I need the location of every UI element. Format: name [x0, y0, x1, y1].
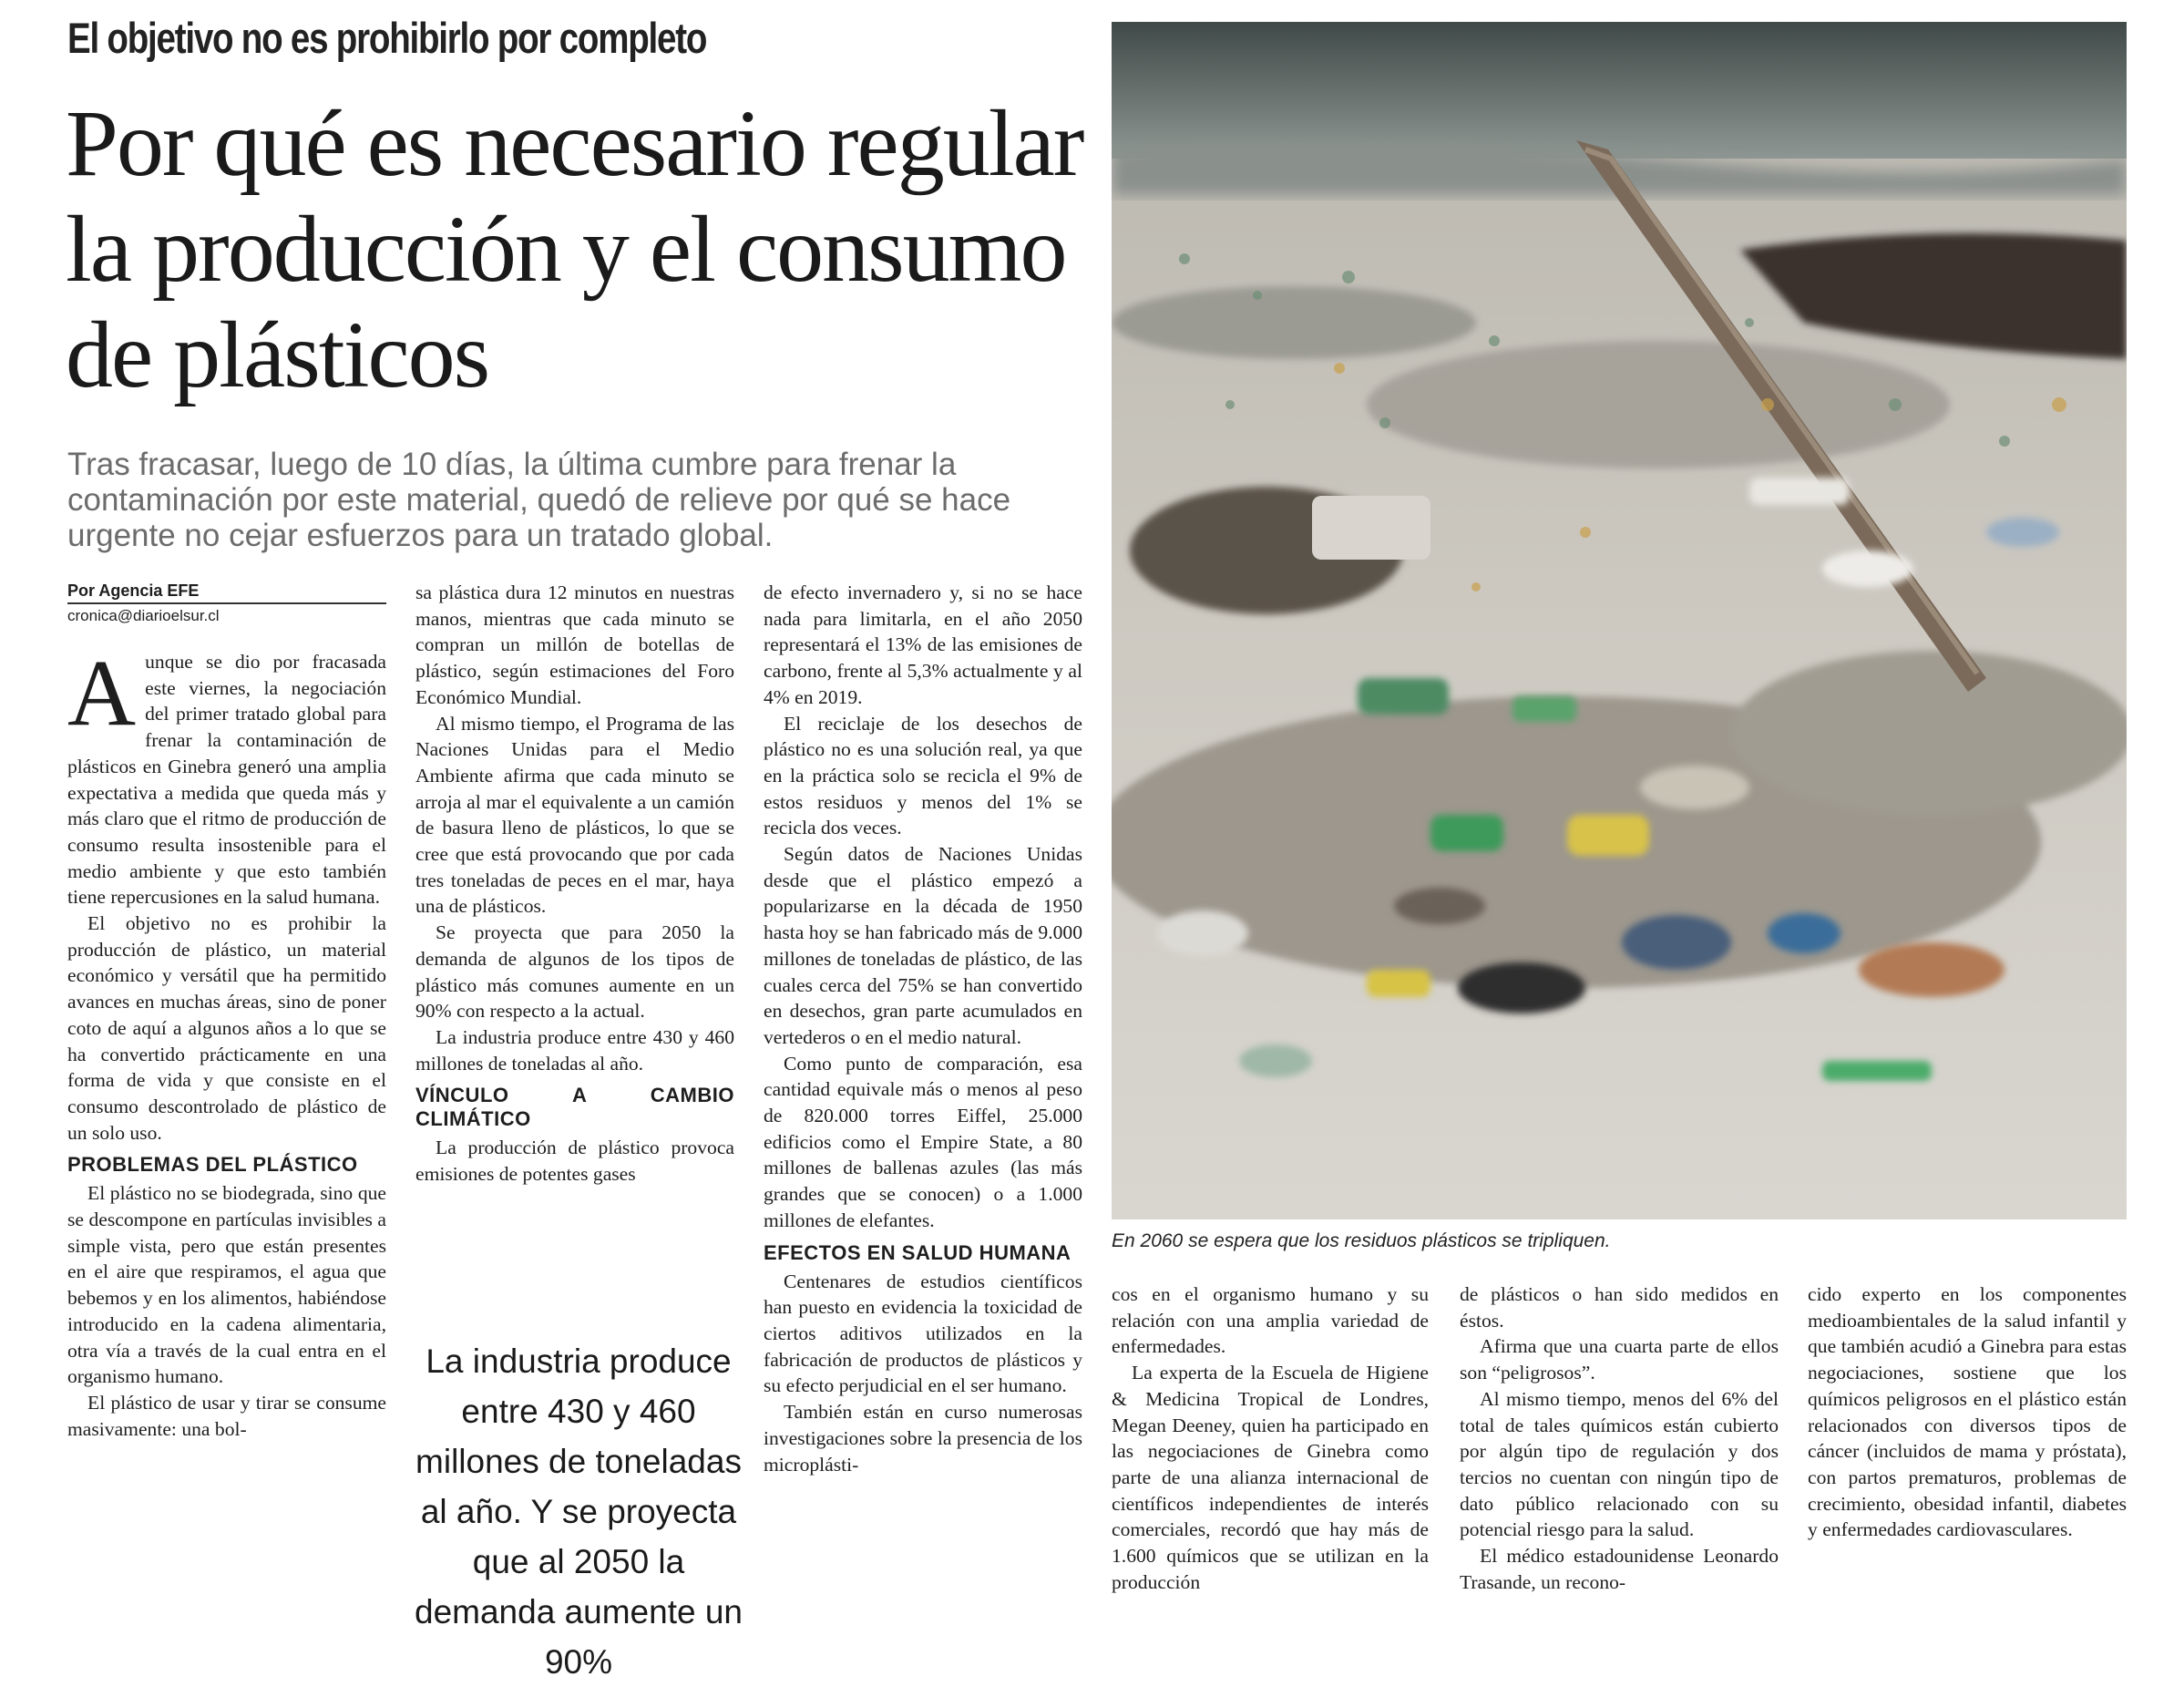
- article-column-1: [67, 641, 386, 1442]
- paragraph: cos en el organismo humano y su relación con una amplia variedad de enfermedades.: [1112, 1283, 1429, 1358]
- paragraph: Como punto de comparación, esa cantidad equivale más o menos al peso de 820.000 torres Eiffel, 25.000 edificios como el Empire State, a 80 millones de ballenas azules (las más grandes que se conocen) o a 1.000 millones de elefantes.: [764, 1052, 1082, 1231]
- paragraph: Según datos de Naciones Unidas desde que el plástico empezó a popularizarse en la década de 1950 hasta hoy se han fabricado más de 9.000 millones de toneladas de plástico, de las cuales cerca del 75% se han convertido en desechos, gran parte acumulados en vertederos o en el medio natural.: [764, 843, 1082, 1048]
- pull-quote: La industria produce entre 430 y 460 millones de toneladas al año. Y se proyecta que al 2050 la demanda aumente un 90%: [415, 1342, 743, 1681]
- section-heading: VÍNCULO A CAMBIO CLIMÁTICO: [415, 1084, 734, 1131]
- paragraph: La industria produce entre 430 y 460 millones de toneladas al año.: [415, 1025, 734, 1075]
- article-deck: Tras fracasar, luego de 10 días, la última cumbre para frenar la contaminación por este material, quedó de relieve por qué se hace urgente no cejar esfuerzos para un tratado global.: [67, 447, 1011, 553]
- paragraph: El reciclaje de los desechos de plástico no es una solución real, ya que en la práctica solo se recicla el 9% de estos residuos y menos del 1% se recicla dos veces.: [764, 712, 1082, 839]
- paragraph: El objetivo no es prohibir la producción de plástico, un material económico y versátil que ha permitido avances en muchas áreas, sino de poner coto de aquí a algunos años a lo que se ha convertido prácticamente en una forma de vida y que consiste en el consumo descontrolado de plástico de un solo uso.: [67, 912, 386, 1144]
- photo-caption: En 2060 se espera que los residuos plásticos se tripliquen.: [1112, 1230, 1611, 1251]
- article-column-4: [1112, 1281, 1429, 1595]
- article-column-3: [764, 580, 1082, 1477]
- paragraph: Al mismo tiempo, menos del 6% del total de tales químicos están cubierto por algún tipo de regulación y dos tercios no cuentan con ningún tipo de dato público relacionado con su potencial riesgo para la salud.: [1460, 1387, 1779, 1541]
- paragraph: sa plástica dura 12 minutos en nuestras manos, mientras que cada minuto se compran un millón de botellas de plástico, según estimaciones del Foro Económico Mundial.: [415, 581, 734, 708]
- paragraph: Se proyecta que para 2050 la demanda de algunos de los tipos de plástico más comunes aumente en un 90% con respecto a la actual.: [415, 921, 734, 1023]
- paragraph: La experta de la Escuela de Higiene & Medicina Tropical de Londres, Megan Deeney, quien ha participado en las negociaciones de Ginebra como parte de una alianza internacional de científicos independientes de interés comerciales, recordó que hay más de 1.600 químicos que se utilizan en la producción: [1112, 1362, 1429, 1593]
- article-headline: Por qué es necesario regular la producción y el consumo de plásticos: [66, 91, 1083, 407]
- article-kicker: El objetivo no es prohibirlo por completo: [67, 14, 707, 62]
- beach-plastic-photo: [1112, 22, 2127, 1219]
- section-heading: PROBLEMAS DEL PLÁSTICO: [67, 1153, 358, 1177]
- paragraph: La producción de plástico provoca emisiones de potentes gases: [415, 1137, 734, 1186]
- article-column-5: [1460, 1281, 1779, 1595]
- paragraph: Afirma que una cuarta parte de ellos son “peligrosos”.: [1460, 1335, 1779, 1384]
- byline: Por Agencia EFE: [67, 581, 386, 604]
- author-email: cronica@diarioelsur.cl: [67, 607, 220, 624]
- drop-cap: A: [67, 641, 137, 746]
- paragraph: El plástico de usar y tirar se consume masivamente: una bol-: [67, 1391, 386, 1440]
- section-heading: EFECTOS EN SALUD HUMANA: [764, 1240, 1071, 1264]
- photo-illustration: [1112, 22, 2127, 1219]
- paragraph: de plásticos o han sido medidos en éstos.: [1460, 1283, 1779, 1332]
- paragraph: Al mismo tiempo, el Programa de las Naciones Unidas para el Medio Ambiente afirma que cada minuto se arroja al mar el equivalente a un camión de basura lleno de plásticos, lo que se cree que está provocando que por cada tres toneladas de peces en el mar, haya una de plásticos.: [415, 712, 734, 918]
- paragraph: Aunque se dio por fracasada este viernes, la negociación del primer tratado global para frenar la contaminación de plásticos en Ginebra generó una amplia expectativa a medida que queda más y más claro que el ritmo de producción de consumo resulta insostenible para el medio ambiente y que esto también tiene repercusiones en la salud humana.: [67, 641, 386, 909]
- paragraph: El plástico no se biodegrada, sino que se descompone en partículas invisibles a simple vista, pero que están presentes en el aire que respiramos, el agua que bebemos y en los alimentos, habiéndose introducido en la cadena alimentaria, otra vía a través de la cual entra en el organismo humano.: [67, 1182, 386, 1388]
- paragraph: También están en curso numerosas investigaciones sobre la presencia de los microplásti-: [764, 1401, 1082, 1476]
- paragraph: cido experto en los componentes medioambientales de la salud infantil y que también acudió a Ginebra para estas negociaciones, sostiene que los químicos peligrosos en el plástico están relacionados con diversos tipos de cáncer (incluidos de mama y próstata), con partos prematuros, problemas de crecimiento, obesidad infantil, diabetes y enfermedades cardiovasculares.: [1808, 1283, 2127, 1541]
- paragraph: Centenares de estudios científicos han puesto en evidencia la toxicidad de ciertos aditivos utilizados en la fabricación de productos de plásticos y su efecto perjudicial en el ser humano.: [764, 1270, 1082, 1397]
- article-column-2: [415, 580, 734, 1188]
- paragraph: El médico estadounidense Leonardo Trasande, un recono-: [1460, 1545, 1779, 1593]
- article-column-6: [1808, 1281, 2127, 1543]
- paragraph: de efecto invernadero y, si no se hace nada para limitarla, en el año 2050 representará el 13% de las emisiones de carbono, frente al 5,3% actualmente y al 4% en 2019.: [764, 581, 1082, 708]
